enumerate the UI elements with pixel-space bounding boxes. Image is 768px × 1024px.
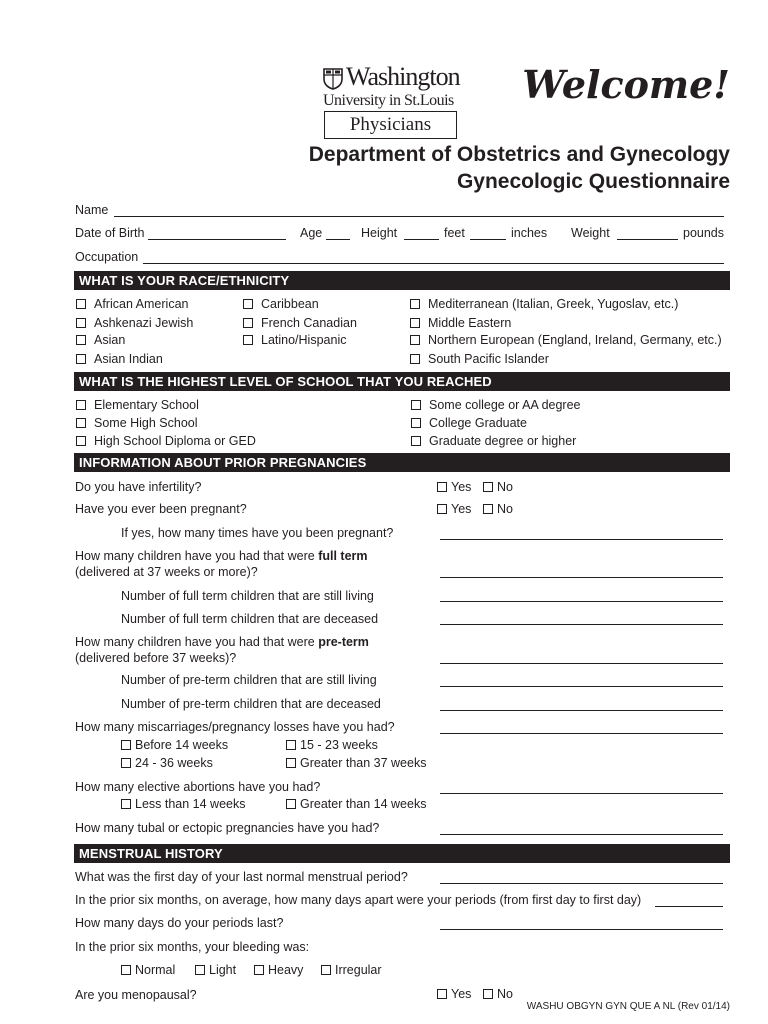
checkbox[interactable]: [483, 482, 493, 492]
checkbox[interactable]: [437, 989, 447, 999]
checkbox[interactable]: [286, 758, 296, 768]
pre-term-question: How many children have you had that were pre-term: [75, 635, 369, 649]
shield-logo-icon: [323, 68, 343, 90]
ever-pregnant-yes[interactable]: Yes: [437, 502, 471, 516]
days-apart-question: In the prior six months, on average, how many days apart were your periods (from first day to first day): [75, 893, 642, 907]
school-option[interactable]: Graduate degree or higher: [411, 434, 576, 448]
checkbox[interactable]: [321, 965, 331, 975]
miscarriages-question: How many miscarriages/pregnancy losses have you had?: [75, 720, 395, 734]
menopausal-yes[interactable]: Yes: [437, 987, 471, 1001]
checkbox[interactable]: [483, 504, 493, 514]
checkbox[interactable]: [286, 799, 296, 809]
checkbox[interactable]: [437, 504, 447, 514]
menopausal-question: Are you menopausal?: [75, 988, 197, 1002]
checkbox[interactable]: [121, 758, 131, 768]
infertility-question: Do you have infertility?: [75, 480, 202, 494]
checkbox[interactable]: [410, 354, 420, 364]
school-option[interactable]: Elementary School: [76, 398, 199, 412]
ab-lt14-option[interactable]: Less than 14 weeks: [121, 797, 246, 811]
checkbox[interactable]: [121, 740, 131, 750]
checkbox[interactable]: [195, 965, 205, 975]
checkbox[interactable]: [76, 400, 86, 410]
checkbox[interactable]: [76, 335, 86, 345]
ever-pregnant-no[interactable]: No: [483, 502, 513, 516]
checkbox[interactable]: [243, 335, 253, 345]
checkbox[interactable]: [410, 318, 420, 328]
checkbox[interactable]: [411, 418, 421, 428]
logo-university-sub: University in St.Louis: [323, 92, 454, 109]
pt-deceased-question: Number of pre-term children that are deceased: [121, 697, 381, 711]
pre-term-question-note: (delivered before 37 weeks)?: [75, 651, 237, 665]
lmp-field[interactable]: [440, 883, 723, 884]
checkbox[interactable]: [286, 740, 296, 750]
menstrual-heading: MENSTRUAL HISTORY: [74, 844, 730, 863]
full-term-question-note: (delivered at 37 weeks or more)?: [75, 565, 258, 579]
age-label: Age: [300, 226, 323, 240]
logo-physicians: Physicians: [324, 111, 457, 139]
bleed-heavy-option[interactable]: Heavy: [254, 963, 303, 977]
bleeding-question: In the prior six months, your bleeding was:: [75, 940, 310, 954]
checkbox[interactable]: [411, 436, 421, 446]
days-apart-field[interactable]: [655, 906, 723, 907]
checkbox[interactable]: [243, 318, 253, 328]
weight-field[interactable]: [617, 239, 678, 240]
height-label: Height: [361, 226, 398, 240]
bleed-light-option[interactable]: Light: [195, 963, 236, 977]
bleed-irregular-option[interactable]: Irregular: [321, 963, 382, 977]
checkbox[interactable]: [410, 335, 420, 345]
checkbox[interactable]: [76, 299, 86, 309]
checkbox[interactable]: [76, 354, 86, 364]
weight-label: Weight: [571, 226, 610, 240]
checkbox[interactable]: [121, 799, 131, 809]
school-option[interactable]: College Graduate: [411, 416, 527, 430]
checkbox[interactable]: [76, 318, 86, 328]
race-option[interactable]: African American: [76, 297, 188, 311]
ft-deceased-question: Number of full term children that are deceased: [121, 612, 379, 626]
menopausal-no[interactable]: No: [483, 987, 513, 1001]
race-option[interactable]: Latino/Hispanic: [243, 333, 346, 347]
school-option[interactable]: Some High School: [76, 416, 198, 430]
infertility-yes[interactable]: Yes: [437, 480, 471, 494]
misc-24-36-option[interactable]: 24 - 36 weeks: [121, 756, 213, 770]
pt-deceased-field[interactable]: [440, 710, 723, 711]
checkbox[interactable]: [76, 436, 86, 446]
days-last-field[interactable]: [440, 929, 723, 930]
school-heading: WHAT IS THE HIGHEST LEVEL OF SCHOOL THAT YOU REACHED: [74, 372, 730, 391]
department-title: Department of Obstetrics and Gynecology: [308, 143, 730, 166]
race-option[interactable]: Mediterranean (Italian, Greek, Yugoslav, etc.): [410, 297, 678, 311]
occupation-label: Occupation: [75, 250, 139, 264]
full-term-question: How many children have you had that were full term: [75, 549, 368, 563]
logo-university-name: Washington: [346, 62, 460, 91]
ab-gt14-option[interactable]: Greater than 14 weeks: [286, 797, 426, 811]
race-heading: WHAT IS YOUR RACE/ETHNICITY: [74, 271, 730, 290]
infertility-no[interactable]: No: [483, 480, 513, 494]
checkbox[interactable]: [76, 418, 86, 428]
race-option[interactable]: Asian: [76, 333, 125, 347]
ever-pregnant-question: Have you ever been pregnant?: [75, 502, 247, 516]
bleed-normal-option[interactable]: Normal: [121, 963, 175, 977]
school-option[interactable]: High School Diploma or GED: [76, 434, 256, 448]
pounds-label: pounds: [683, 226, 725, 240]
pregnancies-heading: INFORMATION ABOUT PRIOR PREGNANCIES: [74, 453, 730, 472]
checkbox[interactable]: [437, 482, 447, 492]
race-option[interactable]: South Pacific Islander: [410, 352, 549, 366]
welcome-heading: Welcome!: [522, 62, 730, 107]
race-option[interactable]: French Canadian: [243, 316, 357, 330]
pre-term-field[interactable]: [440, 663, 723, 664]
pt-living-question: Number of pre-term children that are still living: [121, 673, 377, 687]
form-title: Gynecologic Questionnaire: [456, 170, 730, 193]
ft-deceased-field[interactable]: [440, 624, 723, 625]
feet-label: feet: [444, 226, 465, 240]
race-option[interactable]: Caribbean: [243, 297, 319, 311]
checkbox[interactable]: [411, 400, 421, 410]
name-label: Name: [75, 203, 109, 217]
abortions-field[interactable]: [440, 793, 723, 794]
full-term-field[interactable]: [440, 577, 723, 578]
height-feet-field[interactable]: [404, 239, 439, 240]
checkbox[interactable]: [483, 989, 493, 999]
inches-label: inches: [511, 226, 548, 240]
checkbox[interactable]: [243, 299, 253, 309]
race-option[interactable]: Middle Eastern: [410, 316, 511, 330]
misc-before14-option[interactable]: Before 14 weeks: [121, 738, 228, 752]
tubal-question: How many tubal or ectopic pregnancies have you had?: [75, 821, 380, 835]
miscarriages-field[interactable]: [440, 733, 723, 734]
pt-living-field[interactable]: [440, 686, 723, 687]
times-pregnant-field[interactable]: [440, 539, 723, 540]
ft-living-question: Number of full term children that are still living: [121, 589, 374, 603]
checkbox[interactable]: [254, 965, 264, 975]
race-option[interactable]: Asian Indian: [76, 352, 163, 366]
misc-gt37-option[interactable]: Greater than 37 weeks: [286, 756, 426, 770]
occupation-field[interactable]: [143, 263, 724, 264]
race-option[interactable]: Northern European (England, Ireland, Germany, etc.): [410, 333, 722, 347]
misc-15-23-option[interactable]: 15 - 23 weeks: [286, 738, 378, 752]
age-field[interactable]: [326, 239, 350, 240]
days-last-question: How many days do your periods last?: [75, 916, 284, 930]
checkbox[interactable]: [121, 965, 131, 975]
lmp-question: What was the first day of your last normal menstrual period?: [75, 870, 408, 884]
times-pregnant-question: If yes, how many times have you been pregnant?: [121, 526, 394, 540]
dob-field[interactable]: [148, 239, 286, 240]
race-option[interactable]: Ashkenazi Jewish: [76, 316, 193, 330]
tubal-field[interactable]: [440, 834, 723, 835]
checkbox[interactable]: [410, 299, 420, 309]
form-code-footer: WASHU OBGYN GYN QUE A NL (Rev 01/14): [526, 1001, 730, 1012]
name-field[interactable]: [114, 216, 724, 217]
dob-label: Date of Birth: [75, 226, 145, 240]
height-inches-field[interactable]: [470, 239, 506, 240]
abortions-question: How many elective abortions have you had?: [75, 780, 321, 794]
ft-living-field[interactable]: [440, 601, 723, 602]
school-option[interactable]: Some college or AA degree: [411, 398, 581, 412]
